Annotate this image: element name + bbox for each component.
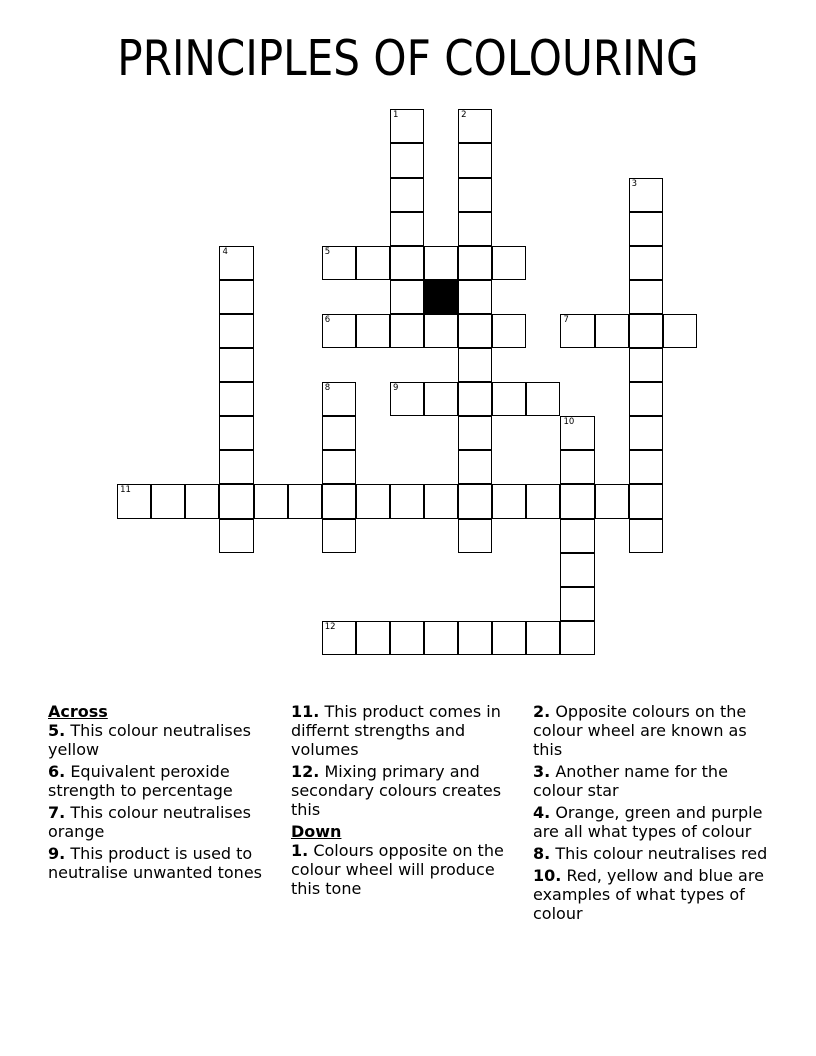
clue-text: Mixing primary and secondary colours creates this <box>291 762 502 819</box>
grid-cell[interactable] <box>629 450 663 484</box>
grid-cell[interactable] <box>595 314 629 348</box>
clue-number-label: 12 <box>324 621 336 632</box>
grid-cell[interactable] <box>458 109 492 143</box>
clue-number-label: 7 <box>563 314 569 325</box>
clue-across-9 <box>48 844 278 882</box>
grid-cell[interactable] <box>219 246 253 280</box>
grid-cell[interactable] <box>288 484 322 518</box>
page-title: PRINCIPLES OF COLOURING <box>117 30 699 87</box>
grid-cell[interactable] <box>629 416 663 450</box>
grid-cell[interactable] <box>356 484 390 518</box>
clue-number: 11. <box>291 702 320 721</box>
clue-text: Colours opposite on the colour wheel will produce this tone <box>291 841 504 898</box>
grid-cell[interactable] <box>458 416 492 450</box>
grid-cell[interactable] <box>424 382 458 416</box>
clues-column-3 <box>533 702 768 926</box>
grid-cell[interactable] <box>458 519 492 553</box>
grid-cell[interactable] <box>117 484 151 518</box>
grid-cell[interactable] <box>219 484 253 518</box>
grid-cell[interactable] <box>492 382 526 416</box>
clue-number: 8. <box>533 844 551 863</box>
grid-cell[interactable] <box>560 553 594 587</box>
clue-number: 4. <box>533 803 551 822</box>
clue-text: This product is used to neutralise unwanted tones <box>48 844 262 882</box>
clue-text: This colour neutralises yellow <box>48 721 251 759</box>
clue-down-10 <box>533 866 768 923</box>
grid-cell[interactable] <box>560 314 594 348</box>
grid-cell[interactable] <box>219 519 253 553</box>
clue-text: Opposite colours on the colour wheel are known as this <box>533 702 747 759</box>
clue-text: Red, yellow and blue are examples of what types of colour <box>533 866 764 923</box>
clue-text: This colour neutralises red <box>555 844 768 863</box>
grid-cell[interactable] <box>356 314 390 348</box>
clue-number-label: 6 <box>324 314 331 325</box>
grid-cell[interactable] <box>424 246 458 280</box>
grid-cell[interactable] <box>458 178 492 212</box>
clue-number-label: 1 <box>392 110 399 121</box>
grid-block-cell <box>424 280 458 314</box>
clue-across-11 <box>291 702 526 759</box>
grid-cell[interactable] <box>663 314 697 348</box>
clue-number-label: 9 <box>392 383 399 394</box>
grid-cell[interactable] <box>390 314 424 348</box>
grid-cell[interactable] <box>629 519 663 553</box>
grid-cell[interactable] <box>390 382 424 416</box>
grid-cell[interactable] <box>492 621 526 655</box>
clue-text: Orange, green and purple are all what types of colour <box>533 803 763 841</box>
grid-cell[interactable] <box>560 416 594 450</box>
clue-down-4 <box>533 803 768 841</box>
grid-cell[interactable] <box>458 314 492 348</box>
clue-down-3 <box>533 762 768 800</box>
grid-cell[interactable] <box>322 484 356 518</box>
grid-cell[interactable] <box>424 484 458 518</box>
grid-cell[interactable] <box>595 484 629 518</box>
grid-cell[interactable] <box>219 348 253 382</box>
grid-cell[interactable] <box>322 450 356 484</box>
grid-cell[interactable] <box>560 587 594 621</box>
clue-number-label: 2 <box>461 110 467 121</box>
grid-cell[interactable] <box>390 246 424 280</box>
clues-column-2 <box>291 702 526 901</box>
grid-cell[interactable] <box>322 314 356 348</box>
grid-cell[interactable] <box>322 416 356 450</box>
grid-cell[interactable] <box>458 212 492 246</box>
across-heading: Across <box>48 702 108 721</box>
grid-cell[interactable] <box>560 519 594 553</box>
clue-number: 6. <box>48 762 66 781</box>
clue-number: 10. <box>533 866 562 885</box>
grid-cell[interactable] <box>629 280 663 314</box>
clue-text: This colour neutralises orange <box>48 803 251 841</box>
grid-cell[interactable] <box>458 621 492 655</box>
clue-text: Another name for the colour star <box>533 762 728 800</box>
clue-number: 3. <box>533 762 551 781</box>
grid-cell[interactable] <box>219 450 253 484</box>
grid-cell[interactable] <box>458 450 492 484</box>
grid-cell[interactable] <box>526 484 560 518</box>
clue-number: 7. <box>48 803 66 822</box>
grid-cell[interactable] <box>219 314 253 348</box>
clue-number-label: 5 <box>324 246 331 257</box>
grid-cell[interactable] <box>322 621 356 655</box>
grid-cell[interactable] <box>356 621 390 655</box>
grid-cell[interactable] <box>526 621 560 655</box>
clue-across-5 <box>48 721 278 759</box>
grid-cell[interactable] <box>560 484 594 518</box>
clue-number-label: 4 <box>222 246 228 257</box>
grid-cell[interactable] <box>322 519 356 553</box>
grid-cell[interactable] <box>322 246 356 280</box>
clue-down-1 <box>291 841 526 898</box>
clue-number-label: 3 <box>631 178 638 189</box>
grid-cell[interactable] <box>390 143 424 177</box>
grid-cell[interactable] <box>390 484 424 518</box>
grid-cell[interactable] <box>390 621 424 655</box>
grid-cell[interactable] <box>185 484 219 518</box>
grid-cell[interactable] <box>458 143 492 177</box>
grid-cell[interactable] <box>151 484 185 518</box>
grid-cell[interactable] <box>629 348 663 382</box>
grid-cell[interactable] <box>458 280 492 314</box>
clue-text: This product comes in differnt strengths and volumes <box>291 702 501 759</box>
grid-cell[interactable] <box>356 246 390 280</box>
grid-cell[interactable] <box>424 621 458 655</box>
grid-cell[interactable] <box>390 280 424 314</box>
grid-cell[interactable] <box>254 484 288 518</box>
grid-cell[interactable] <box>219 382 253 416</box>
clues-column-1 <box>48 702 278 885</box>
grid-cell[interactable] <box>526 382 560 416</box>
grid-cell[interactable] <box>219 416 253 450</box>
grid-cell[interactable] <box>629 382 663 416</box>
clue-across-7 <box>48 803 278 841</box>
grid-cell[interactable] <box>458 382 492 416</box>
clue-number: 1. <box>291 841 309 860</box>
grid-cell[interactable] <box>219 280 253 314</box>
grid-cell[interactable] <box>424 314 458 348</box>
clue-number-label: 8 <box>324 383 331 394</box>
grid-cell[interactable] <box>492 484 526 518</box>
clue-text: Equivalent peroxide strength to percentage <box>48 762 233 800</box>
grid-cell[interactable] <box>629 484 663 518</box>
grid-cell[interactable] <box>560 621 594 655</box>
grid-cell[interactable] <box>629 178 663 212</box>
grid-cell[interactable] <box>458 348 492 382</box>
clue-number: 9. <box>48 844 66 863</box>
grid-cell[interactable] <box>629 246 663 280</box>
down-heading: Down <box>291 822 342 841</box>
grid-cell[interactable] <box>629 212 663 246</box>
clue-down-2 <box>533 702 768 759</box>
clue-number-label: 11 <box>120 485 131 496</box>
grid-cell[interactable] <box>560 450 594 484</box>
grid-cell[interactable] <box>458 246 492 280</box>
grid-cell[interactable] <box>390 109 424 143</box>
grid-cell[interactable] <box>390 178 424 212</box>
grid-cell[interactable] <box>322 382 356 416</box>
grid-cell[interactable] <box>492 246 526 280</box>
grid-cell[interactable] <box>492 314 526 348</box>
clue-across-6 <box>48 762 278 800</box>
clue-number: 12. <box>291 762 320 781</box>
clue-number: 5. <box>48 721 66 740</box>
clue-across-12 <box>291 762 526 819</box>
clue-down-8 <box>533 844 768 863</box>
clue-number: 2. <box>533 702 551 721</box>
clue-number-label: 10 <box>563 417 575 428</box>
grid-cell[interactable] <box>458 484 492 518</box>
grid-cell[interactable] <box>629 314 663 348</box>
grid-cell[interactable] <box>390 212 424 246</box>
